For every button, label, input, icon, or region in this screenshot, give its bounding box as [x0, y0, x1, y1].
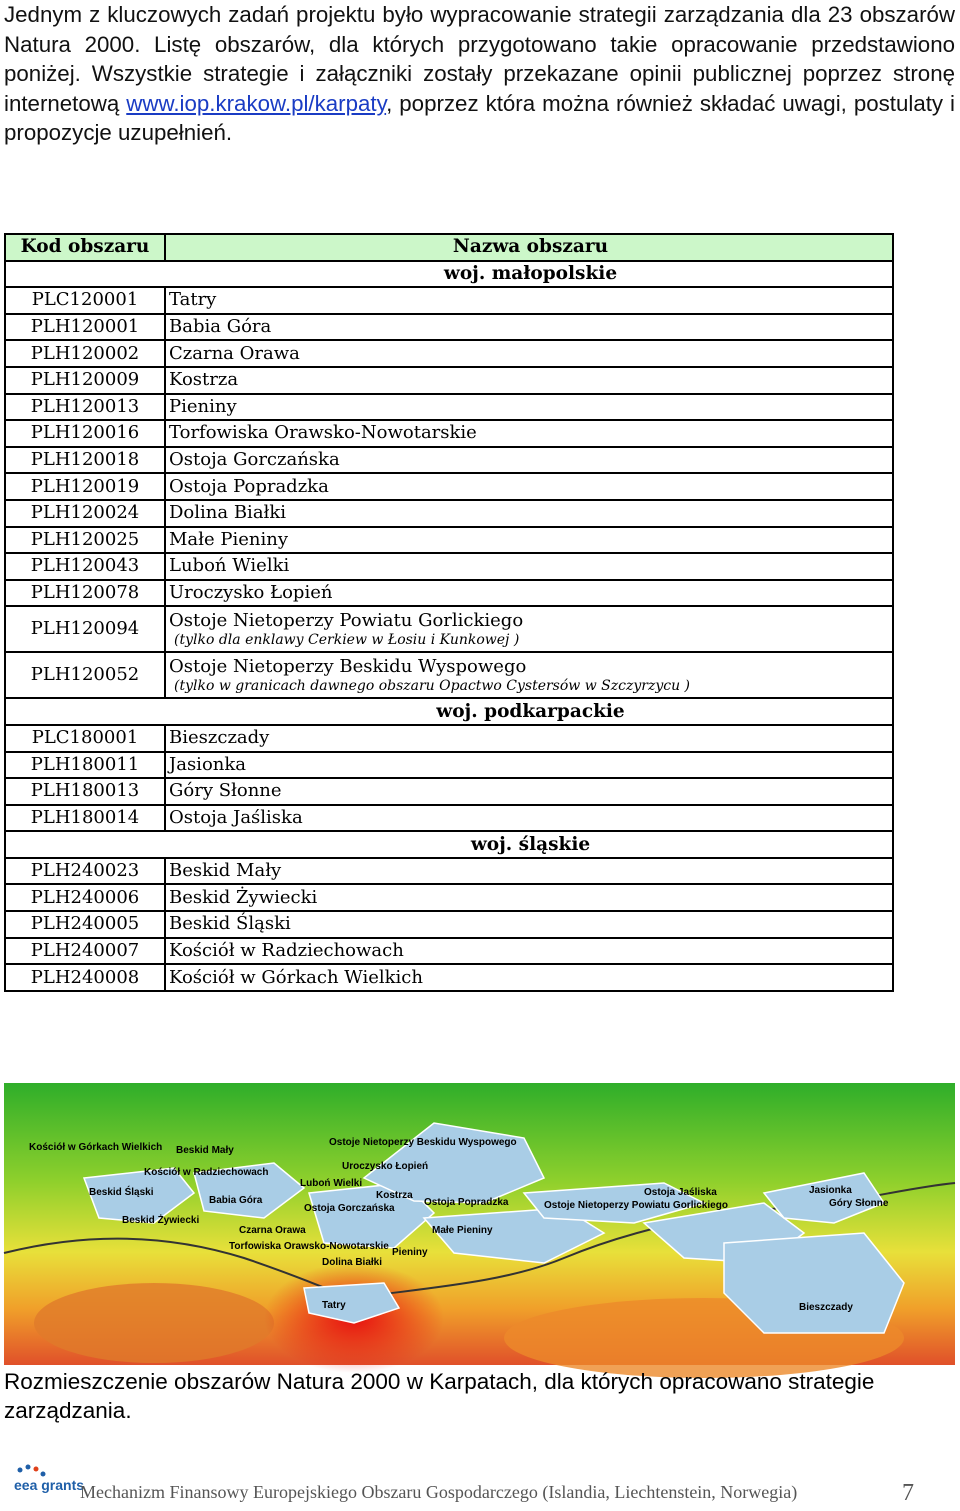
map-caption: Rozmieszczenie obszarów Natura 2000 w Karpatach, dla których opracowano strategie zarządzania. — [4, 1369, 875, 1423]
page-footer — [0, 1452, 960, 1511]
voivodeship-malopolskie: woj. małopolskie — [165, 261, 893, 288]
area-code: PLC180001 — [5, 725, 165, 752]
table-row — [5, 367, 893, 394]
intro-text-1: Jednym z kluczowych zadań projektu było wypracowanie strategii zarządzania dla 23 obszarów Natura 2000. Listę obszarów, dla których przygotowano takie opracowanie przedstawiono poniżej. Wszystkie strategie i załączniki zostały przekazane opinii publicznej poprzez stronę internetową — [4, 2, 955, 116]
table-row — [5, 553, 893, 580]
area-name: Tatry — [165, 287, 893, 314]
map-label: Ostoja Jaśliska — [644, 1187, 717, 1198]
area-code: PLH180013 — [5, 778, 165, 805]
area-code: PLC120001 — [5, 287, 165, 314]
area-name: Beskid Żywiecki — [165, 884, 893, 911]
area-name: Kościół w Radziechowach — [165, 938, 893, 965]
area-name: Ostoja Jaśliska — [165, 805, 893, 832]
area-code: PLH240006 — [5, 884, 165, 911]
intro-text-2: , poprzez która można również składać uwagi, postulaty i propozycje uzupełnień. — [4, 90, 956, 145]
area-code: PLH240008 — [5, 964, 165, 991]
area-name: Kostrza — [165, 367, 893, 394]
area-code: PLH180011 — [5, 752, 165, 779]
map-label: Małe Pieniny — [432, 1225, 493, 1236]
map-label: Babia Góra — [209, 1195, 263, 1206]
area-code: PLH120024 — [5, 500, 165, 527]
area-code: PLH120043 — [5, 553, 165, 580]
map-label: Kościół w Radziechowach — [144, 1167, 269, 1178]
area-code: PLH240005 — [5, 911, 165, 938]
map-label: Torfowiska Orawsko-Nowotarskie — [229, 1241, 389, 1252]
table-row — [5, 606, 893, 652]
karpaty-link[interactable]: www.iop.krakow.pl/karpaty — [126, 90, 387, 116]
area-code: PLH120094 — [5, 606, 165, 652]
table-row — [5, 287, 893, 314]
footer-text: Mechanizm Finansowy Europejskiego Obszaru Gospodarczego (Islandia, Liechtenstein, Norwegia) — [80, 1482, 798, 1502]
natura-areas-table — [4, 233, 894, 992]
table-row — [5, 805, 893, 832]
header-name: Nazwa obszaru — [165, 234, 893, 261]
area-code: PLH240007 — [5, 938, 165, 965]
area-code: PLH120025 — [5, 527, 165, 554]
area-note: (tylko w granicach dawnego obszaru Opactwo Cystersów w Szczyrzycu ) — [174, 677, 690, 694]
map-label: Jasionka — [809, 1185, 852, 1196]
map-label: Kostrza — [376, 1190, 413, 1201]
area-code: PLH120078 — [5, 580, 165, 607]
map-label: Dolina Białki — [322, 1257, 383, 1268]
map-label: Góry Słonne — [829, 1198, 889, 1209]
table-row — [5, 964, 893, 991]
map-label: Luboń Wielki — [300, 1178, 363, 1189]
carpathians-map — [4, 1083, 955, 1365]
area-name: Małe Pieniny — [165, 527, 893, 554]
area-code: PLH120009 — [5, 367, 165, 394]
table-header-row — [5, 234, 893, 261]
table-row — [5, 394, 893, 421]
map-label: Beskid Mały — [176, 1145, 234, 1156]
map-label: Ostoja Popradzka — [424, 1197, 509, 1208]
page-number: 7 — [902, 1480, 914, 1506]
logo-text: eea grants — [14, 1477, 85, 1493]
area-name: Ostoje Nietoperzy Beskidu Wyspowego — [169, 655, 527, 677]
area-name: Jasionka — [165, 752, 893, 779]
map-label: Beskid Żywiecki — [122, 1215, 200, 1226]
table-row — [5, 500, 893, 527]
area-name: Luboń Wielki — [165, 553, 893, 580]
intro-paragraph — [4, 0, 955, 148]
table-row — [5, 580, 893, 607]
table-row — [5, 884, 893, 911]
table-row — [5, 911, 893, 938]
table-row — [5, 340, 893, 367]
area-name: Dolina Białki — [165, 500, 893, 527]
area-code: PLH120013 — [5, 394, 165, 421]
area-code: PLH120001 — [5, 314, 165, 341]
table-row — [5, 938, 893, 965]
area-name: Beskid Śląski — [165, 911, 893, 938]
map-label: Czarna Orawa — [239, 1225, 306, 1236]
map-label: Beskid Śląski — [89, 1187, 154, 1198]
area-code: PLH120002 — [5, 340, 165, 367]
area-name: Kościół w Górkach Wielkich — [165, 964, 893, 991]
voivodeship-row — [5, 831, 893, 858]
table-row — [5, 314, 893, 341]
map-label: Bieszczady — [799, 1302, 853, 1313]
map-label: Tatry — [322, 1300, 346, 1311]
map-label: Pieniny — [392, 1247, 428, 1258]
table-row — [5, 473, 893, 500]
table-row — [5, 420, 893, 447]
area-name: Torfowiska Orawsko-Nowotarskie — [165, 420, 893, 447]
table-row — [5, 725, 893, 752]
map-label: Ostoje Nietoperzy Beskidu Wyspowego — [329, 1137, 517, 1148]
voivodeship-row — [5, 261, 893, 288]
map-graphic — [4, 1083, 955, 1365]
area-code: PLH120016 — [5, 420, 165, 447]
area-code: PLH240023 — [5, 858, 165, 885]
table-row — [5, 752, 893, 779]
map-label: Kościół w Górkach Wielkich — [29, 1142, 163, 1153]
table-row — [5, 858, 893, 885]
area-name: Ostoja Popradzka — [165, 473, 893, 500]
area-code: PLH120018 — [5, 447, 165, 474]
area-name: Beskid Mały — [165, 858, 893, 885]
map-label: Uroczysko Łopień — [342, 1161, 429, 1172]
voivodeship-podkarpackie: woj. podkarpackie — [165, 698, 893, 725]
eea-grants-logo — [10, 1460, 85, 1508]
map-label: Ostoja Gorczańska — [304, 1203, 395, 1214]
area-code: PLH180014 — [5, 805, 165, 832]
area-note: (tylko dla enklawy Cerkiew w Łosiu i Kunkowej ) — [174, 631, 520, 648]
table-row — [5, 652, 893, 698]
area-name: Pieniny — [165, 394, 893, 421]
voivodeship-row — [5, 698, 893, 725]
table-row — [5, 778, 893, 805]
table-row — [5, 447, 893, 474]
table-row — [5, 527, 893, 554]
area-name: Góry Słonne — [165, 778, 893, 805]
voivodeship-slaskie: woj. śląskie — [165, 831, 893, 858]
area-code: PLH120019 — [5, 473, 165, 500]
area-name: Ostoja Gorczańska — [165, 447, 893, 474]
area-name: Bieszczady — [165, 725, 893, 752]
area-name: Ostoje Nietoperzy Powiatu Gorlickiego — [169, 609, 524, 631]
header-code: Kod obszaru — [5, 234, 165, 261]
map-label: Ostoje Nietoperzy Powiatu Gorlickiego — [544, 1200, 728, 1211]
area-code: PLH120052 — [5, 652, 165, 698]
area-name: Babia Góra — [165, 314, 893, 341]
area-name: Czarna Orawa — [165, 340, 893, 367]
area-name: Uroczysko Łopień — [165, 580, 893, 607]
